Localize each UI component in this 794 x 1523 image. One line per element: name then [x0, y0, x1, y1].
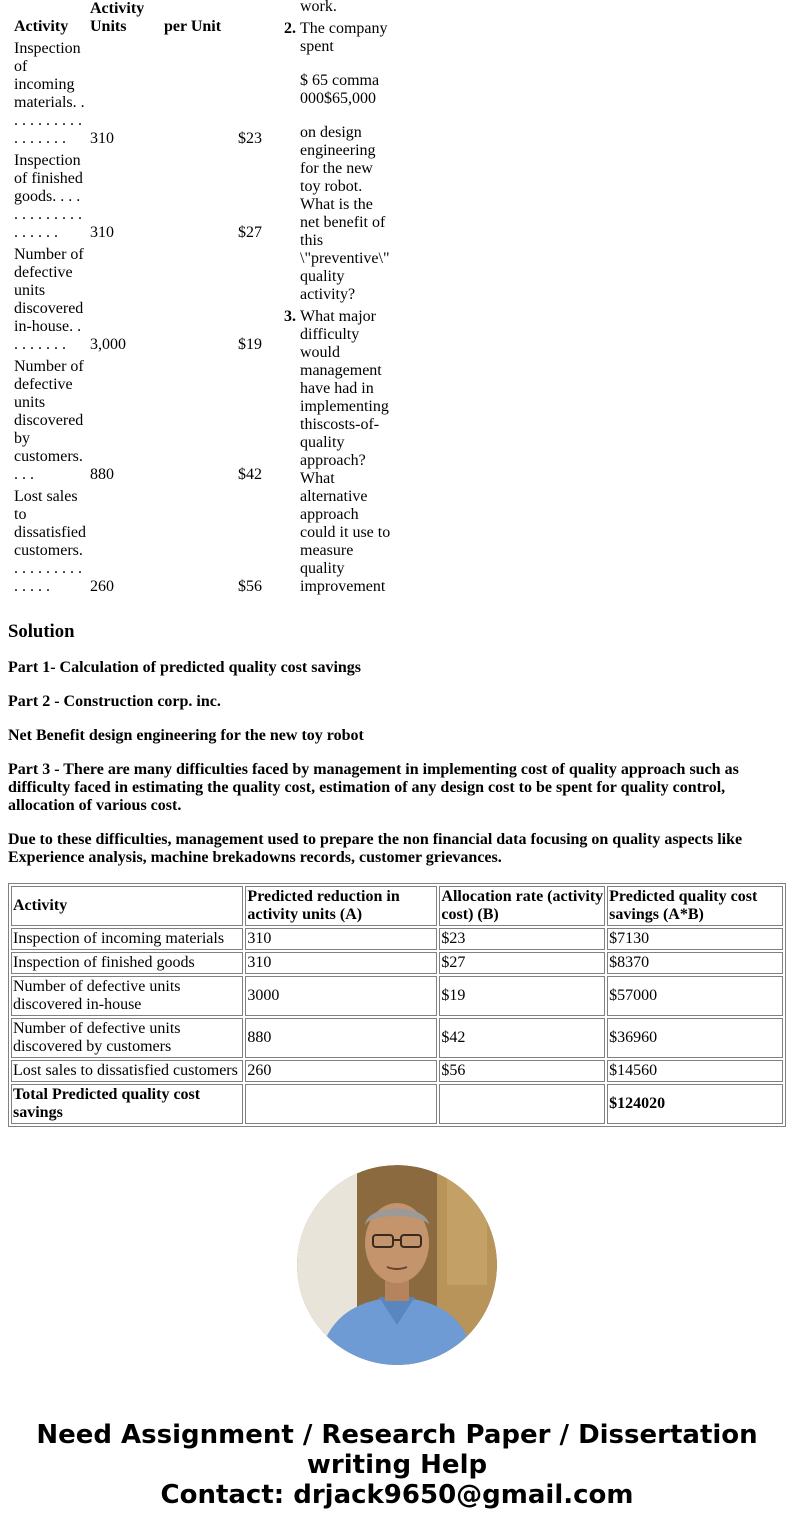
question-2-formula: $ 65 comma 000$65,000	[300, 72, 380, 107]
avatar-container	[0, 1165, 794, 1370]
net-benefit-text: Net Benefit design engineering for the new toy robot	[8, 727, 364, 744]
top-table-header-activity: Activity	[14, 18, 69, 35]
cta-contact-email[interactable]: Contact: drjack9650@gmail.com	[160, 1480, 634, 1510]
savings-cell-rate: $23	[439, 928, 605, 950]
problem-area	[0, 0, 794, 605]
part2-text: Part 2 - Construction corp. inc.	[8, 693, 221, 710]
savings-cell-activity: Lost sales to dissatisfied customers	[11, 1060, 243, 1082]
solution-heading: Solution	[8, 621, 75, 642]
top-table-row-units: 310	[90, 224, 114, 241]
savings-cell-savings: $36960	[607, 1018, 783, 1058]
top-table-row-activity: Inspection of finished goods. . . . . . . . . . . . . . . . . . .	[14, 152, 83, 241]
top-table-row-activity: Inspection of incoming materials. . . . . . . . . . . . . . . . . .	[14, 40, 85, 147]
savings-cell-savings: $8370	[607, 952, 783, 974]
savings-cell-rate: $27	[439, 952, 605, 974]
savings-cell-reduction: 260	[245, 1060, 437, 1082]
question-2-part2: on design engineering for the new toy robot. What is the net benefit of this \"preventive\" quality activity?	[300, 124, 390, 303]
solution-section	[0, 621, 794, 1127]
savings-header-rate: Allocation rate (activity cost) (B)	[439, 886, 605, 926]
top-table-header-units-line2: Units	[90, 18, 127, 35]
top-table-row-rate: $42	[238, 466, 262, 483]
top-table-row-activity: Lost sales to dissatisfied customers. . . . . . . . . . . . . . .	[14, 488, 86, 595]
top-table-row-rate: $19	[238, 336, 262, 353]
part3-text: Part 3 - There are many difficulties faced by management in implementing cost of quality approach such as difficulty faced in estimating the quality cost, estimation of any design cost to be spent for quality control, allocation of various cost.	[8, 761, 739, 814]
savings-cell-reduction: 310	[245, 952, 437, 974]
table-row	[11, 928, 783, 950]
avatar	[297, 1165, 497, 1365]
savings-cell-activity: Number of defective units discovered by customers	[11, 1018, 243, 1058]
top-table-row-rate: $56	[238, 578, 262, 595]
question-3-text: What major difficulty would management have had in implementing thiscosts-of-quality approach? What alternative approach could it use to measure quality improvement	[300, 308, 391, 595]
question-2-part1: The company spent	[300, 20, 388, 55]
savings-cell-activity: Inspection of finished goods	[11, 952, 243, 974]
top-table-header-per-unit: per Unit	[164, 18, 222, 35]
savings-cell-activity: Number of defective units discovered in-house	[11, 976, 243, 1016]
savings-total-row	[11, 1084, 783, 1124]
savings-cell-rate: $19	[439, 976, 605, 1016]
contact-banner	[0, 1420, 794, 1510]
top-table-row-units: 260	[90, 578, 114, 595]
table-row	[11, 976, 783, 1016]
savings-table-header-row	[11, 886, 783, 926]
cta-line-1: Need Assignment / Research Paper / Dissertation	[36, 1420, 758, 1450]
table-row	[11, 1018, 783, 1058]
savings-total-empty	[439, 1084, 605, 1124]
top-table-row-activity: Number of defective units discovered in-house. . . . . . . . .	[14, 246, 84, 353]
savings-total-value: $124020	[607, 1084, 783, 1124]
savings-total-label: Total Predicted quality cost savings	[11, 1084, 243, 1124]
savings-header-reduction: Predicted reduction in activity units (A)	[245, 886, 437, 926]
question-2-number: 2.	[284, 20, 296, 37]
savings-cell-savings: $7130	[607, 928, 783, 950]
top-table-row-activity: Number of defective units discovered by customers. . . .	[14, 358, 84, 483]
savings-total-empty	[245, 1084, 437, 1124]
table-row	[11, 952, 783, 974]
savings-cell-activity: Inspection of incoming materials	[11, 928, 243, 950]
top-table-row-units: 310	[90, 130, 114, 147]
savings-cell-reduction: 310	[245, 928, 437, 950]
difficulties-text: Due to these difficulties, management used to prepare the non financial data focusing on quality aspects like Experience analysis, machine brekadowns records, customer grievances.	[8, 831, 743, 866]
top-table-row-rate: $23	[238, 130, 262, 147]
savings-cell-rate: $42	[439, 1018, 605, 1058]
savings-header-activity: Activity	[11, 886, 243, 926]
top-table-row-rate: $27	[238, 224, 262, 241]
top-table-row-units: 3,000	[90, 336, 126, 353]
savings-cell-rate: $56	[439, 1060, 605, 1082]
savings-table	[8, 883, 786, 1127]
avatar-portrait-icon	[297, 1165, 497, 1365]
question-3-number: 3.	[284, 308, 296, 325]
top-table-header-units-line1: Activity	[90, 0, 145, 17]
top-table-row-units: 880	[90, 466, 114, 483]
table-row	[11, 1060, 783, 1082]
question-1-tail: work.	[300, 0, 337, 15]
savings-cell-reduction: 3000	[245, 976, 437, 1016]
cta-line-2: writing Help	[306, 1450, 488, 1480]
savings-cell-savings: $57000	[607, 976, 783, 1016]
part1-text: Part 1- Calculation of predicted quality cost savings	[8, 659, 362, 676]
savings-header-savings: Predicted quality cost savings (A*B)	[607, 886, 783, 926]
savings-cell-savings: $14560	[607, 1060, 783, 1082]
savings-cell-reduction: 880	[245, 1018, 437, 1058]
